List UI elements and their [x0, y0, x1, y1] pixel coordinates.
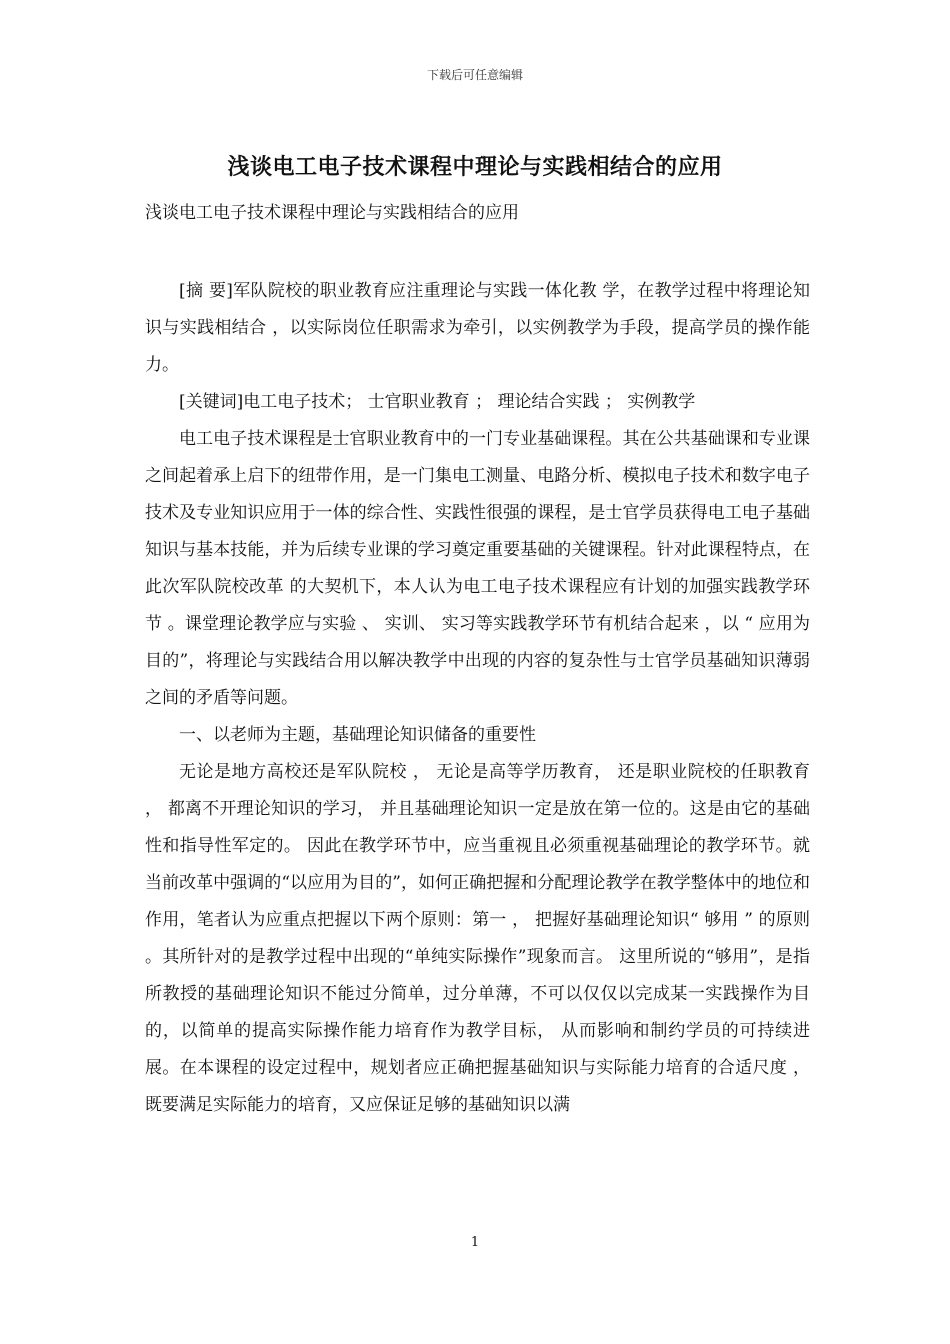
- document-subtitle: 浅谈电工电子技术课程中理论与实践相结合的应用: [145, 203, 519, 223]
- abstract-paragraph: [摘 要]军队院校的职业教育应注重理论与实践一体化教 学，在教学过程中将理论知识与实践相结合 ，以实际岗位任职需求为牵引，以实例教学为手段，提高学员的操作能力。: [145, 281, 810, 375]
- header-note: 下载后可任意编辑: [426, 68, 523, 82]
- section-heading: 一、以老师为主题，基础理论知识储备的重要性: [179, 725, 536, 745]
- document-title: 浅谈电工电子技术课程中理论与实践相结合的应用: [227, 154, 723, 180]
- page-number: 1: [470, 1235, 480, 1250]
- section-paragraph: 无论是地方高校还是军队院校 ， 无论是高等学历教育， 还是职业院校的任职教育 ， 都离不开理论知识的学习， 并且基础理论知识一定是放在第一位的。这是由它的基础性和指导性军定的。 因此在教学环节中，应当重视且必须重视基础理论的教学环节。就当前改革中强调的“以应用为目的”，如何正确把握和分配理论教学在教学整体中的地位和作用，笔者认为应重点把握以下两个原则：第一 ， 把握好基础理论知识“ 够用 ” 的原则 。其所针对的是教学过程中出现的“单纯实际操作”现象而言。 这里所说的“够用”，是指所教授的基础理论知识不能过分简单，过分单薄，不可以仅仅以完成某一实践操作为目的，以简单的提高实际操作能力培育作为教学目标， 从而影响和制约学员的可持续进展。在本课程的设定过程中，规划者应正确把握基础知识与实际能力培育的合适尺度 ，既要满足实际能力的培育，又应保证足够的基础知识以满: [145, 762, 810, 1115]
- intro-paragraph: 电工电子技术课程是士官职业教育中的一门专业基础课程。其在公共基础课和专业课之间起着承上启下的纽带作用，是一门集电工测量、电路分析、模拟电子技术和数字电子技术及专业知识应用于一体的综合性、实践性很强的课程，是士官学员获得电工电子基础知识与基本技能，并为后续专业课的学习奠定重要基础的关键课程。针对此课程特点，在此次军队院校改革 的大契机下，本人认为电工电子技术课程应有计划的加强实践教学环节 。课堂理论教学应与实验 、 实训、 实习等实践教学环节有机结合起来 ，以 “ 应用为目的”，将理论与实践结合用以解决教学中出现的内容的复杂性与士官学员基础知识薄弱之间的矛盾等问题。: [145, 429, 810, 708]
- body-text: [145, 273, 810, 1124]
- keywords-paragraph: [关键词]电工电子技术； 士官职业教育 ； 理论结合实践 ； 实例教学: [179, 392, 696, 412]
